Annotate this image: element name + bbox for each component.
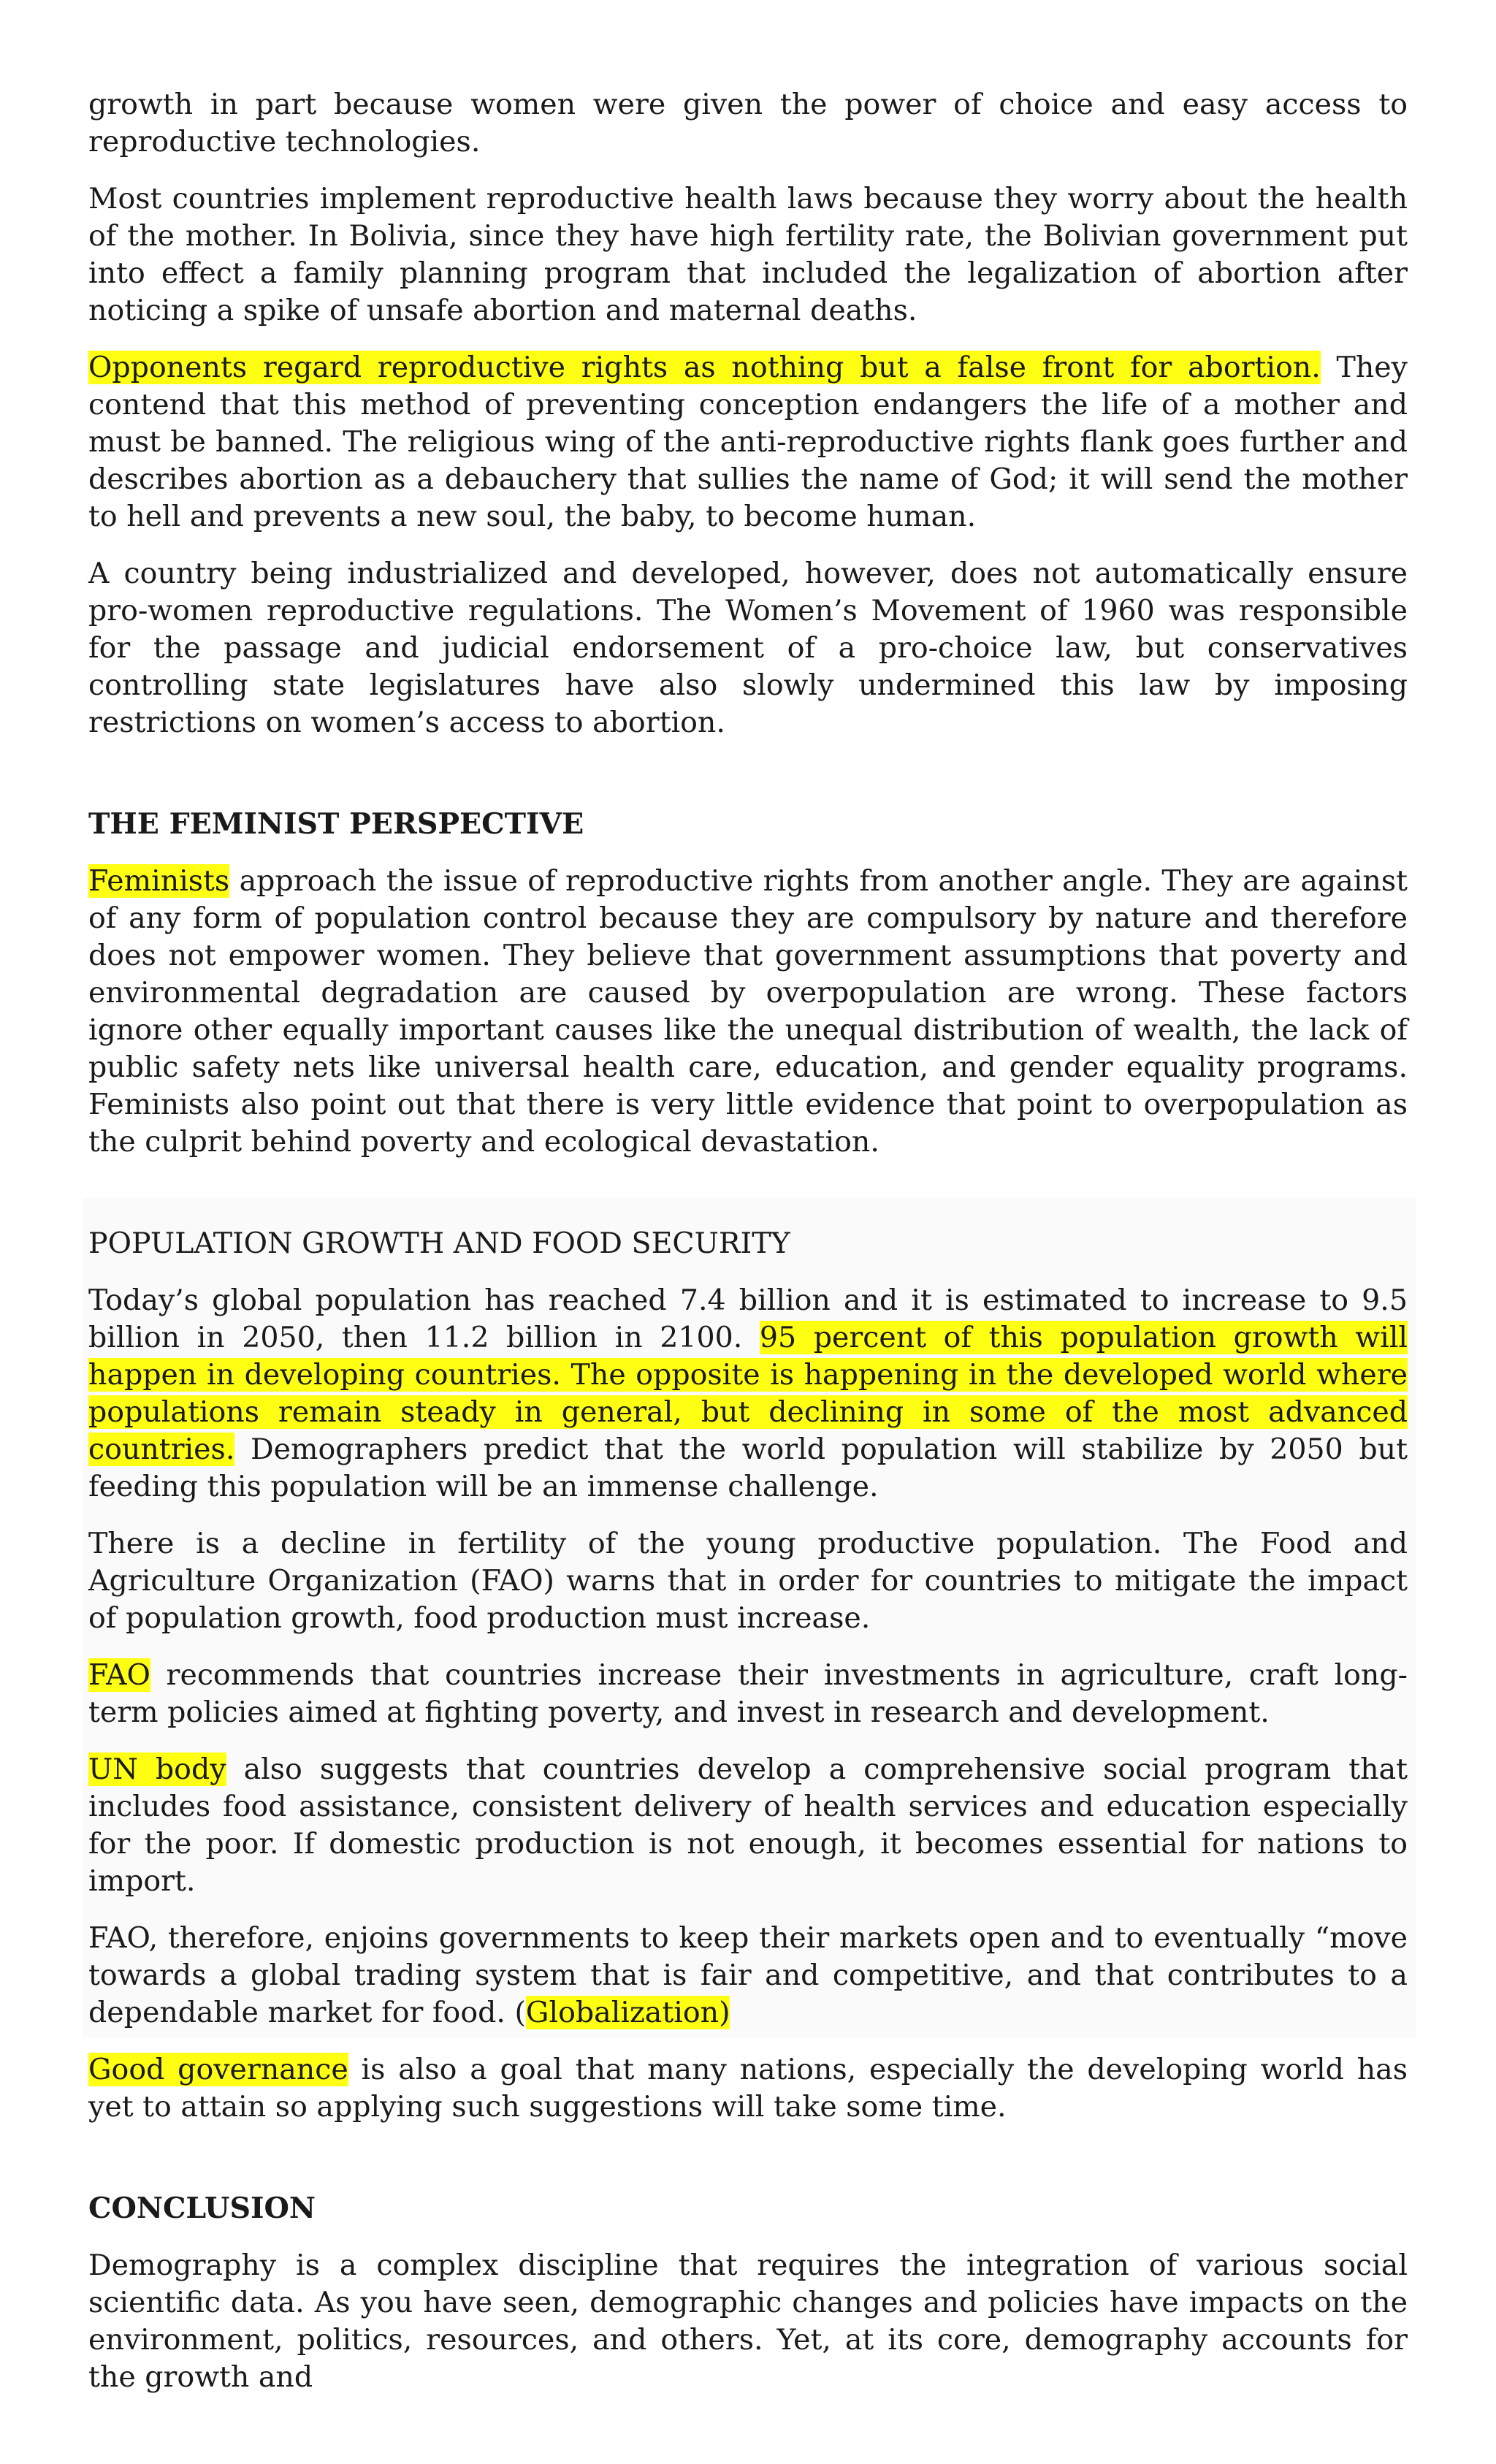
- paragraph-text: Today’s global population has reached 7.4 billion and it is estimated to increase to 9.5 billion in 2050, then 11.2 billion in 2100.: [88, 1284, 1408, 1354]
- paragraph: [88, 2247, 1408, 2396]
- paragraph-text: Most countries implement reproductive health laws because they worry about the health of the mother. In Bolivia, since they have high fertility rate, the Bolivian government put into effect a family planning program that included the legalization of abortion after noticing a spike of unsafe abortion and maternal deaths.: [88, 182, 1408, 327]
- paragraph-text: They contend that this method of preventing conception endangers the life of a mother and must be banned. The religious wing of the anti-reproductive rights flank goes further and describes abortion as a debauchery that sullies the name of God; it will send the mother to hell and prevents a new soul, the baby, to become human.: [88, 351, 1408, 533]
- paragraph: [88, 180, 1408, 329]
- highlighted-text: Globalization): [525, 1996, 730, 2029]
- paragraph: [88, 86, 1408, 161]
- paragraph-text: Demography is a complex discipline that requires the integration of various social scientific data. As you have seen, demographic changes and policies have impacts on the environment, politics, resources, and others. Yet, at its core, demography accounts for the growth and: [88, 2249, 1408, 2394]
- paragraph: [88, 1282, 1408, 1506]
- highlighted-text: Feminists: [88, 864, 230, 898]
- paragraph: [88, 1751, 1408, 1900]
- paragraph: [88, 863, 1408, 1161]
- paragraph-text: growth in part because women were given the power of choice and easy access to reproductive technologies.: [88, 88, 1408, 159]
- paragraph-text: recommends that countries increase their investments in agriculture, craft long-term policies aimed at fighting poverty, and invest in research and development.: [88, 1658, 1408, 1729]
- paragraph-text: also suggests that countries develop a comprehensive social program that includes food assistance, consistent delivery of health services and education especially for the poor. If domestic production is not enough, it becomes essential for nations to import.: [88, 1752, 1408, 1898]
- highlighted-text: UN body: [88, 1752, 226, 1786]
- highlighted-text: Opponents regard reproductive rights as nothing but a false front for abortion.: [88, 351, 1321, 384]
- paragraph: [88, 555, 1408, 741]
- section-heading: CONCLUSION: [88, 2192, 316, 2225]
- paragraph: [88, 1657, 1408, 1731]
- highlighted-text: 95 percent of this population growth will happen in developing countries. The opposite is happening in the developed world where populations remain steady in general, but declining in some of the most advanced countries.: [88, 1321, 1408, 1466]
- paragraph: [88, 1920, 1408, 2032]
- highlighted-text: Good governance: [88, 2053, 348, 2086]
- section-heading: POPULATION GROWTH AND FOOD SECURITY: [88, 1227, 790, 1260]
- paragraph-text: Demographers predict that the world population will stabilize by 2050 but feeding this population will be an immense challenge.: [88, 1433, 1408, 1503]
- paragraph-text: is also a goal that many nations, especially the developing world has yet to attain so applying such suggestions will take some time.: [88, 2053, 1408, 2124]
- paragraph: [88, 2051, 1408, 2126]
- paragraph-text: FAO, therefore, enjoins governments to keep their markets open and to eventually “move towards a global trading system that is fair and competitive, and that contributes to a dependable market for food. (: [88, 1921, 1408, 2029]
- paragraph-text: approach the issue of reproductive rights from another angle. They are against of any form of population control because they are compulsory by nature and therefore does not empower women. They believe that government assumptions that poverty and environmental degradation are caused by overpopulation are wrong. These factors ignore other equally important causes like the unequal distribution of wealth, the lack of public safety nets like universal health care, education, and gender equality programs. Feminists also point out that there is very little evidence that point to overpopulation as the culprit behind poverty and ecological devastation.: [88, 864, 1408, 1159]
- paragraph-text: There is a decline in fertility of the young productive population. The Food and Agriculture Organization (FAO) warns that in order for countries to mitigate the impact of population growth, food production must increase.: [88, 1527, 1408, 1635]
- paragraph: [88, 349, 1408, 535]
- paragraph: [88, 1525, 1408, 1637]
- section-heading: THE FEMINIST PERSPECTIVE: [88, 807, 584, 841]
- paragraph-text: A country being industrialized and developed, however, does not automatically ensure pro-women reproductive regulations. The Women’s Movement of 1960 was responsible for the passage and judicial endorsement of a pro-choice law, but conservatives controlling state legislatures have also slowly undermined this law by imposing restrictions on women’s access to abortion.: [88, 557, 1408, 739]
- highlighted-text: FAO: [88, 1658, 150, 1692]
